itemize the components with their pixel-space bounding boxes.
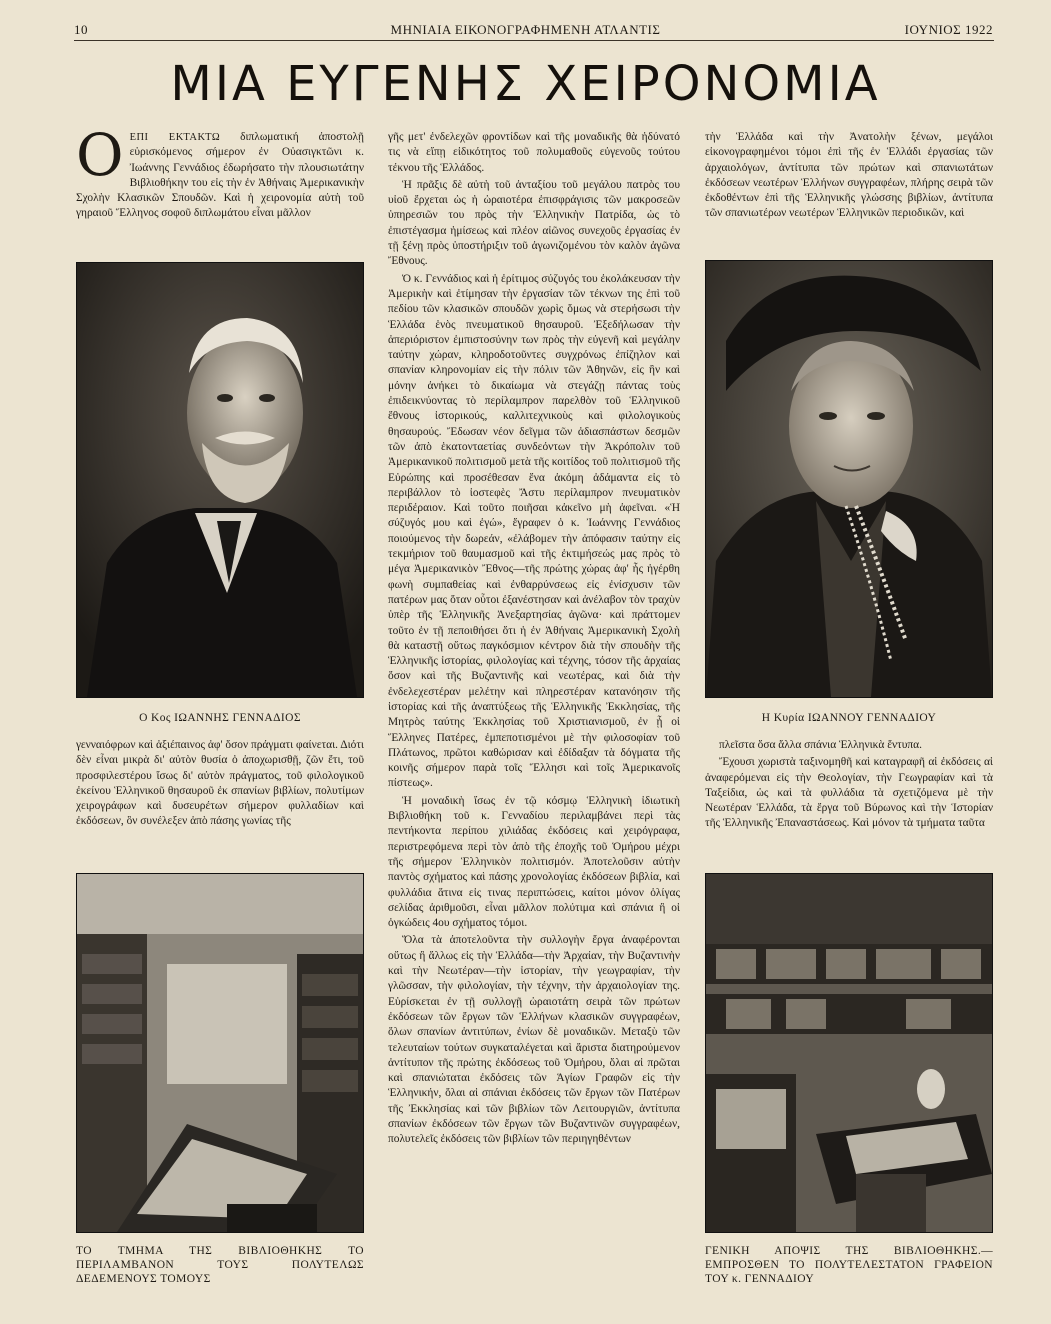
column-3-bottom-paragraph-1: πλεῖστα ὅσα ἄλλα σπάνια Ἑλληνικὰ ἔντυπα. bbox=[719, 739, 922, 751]
column-1-bottom bbox=[76, 738, 364, 858]
page-number: 10 bbox=[74, 22, 88, 37]
header-rule bbox=[74, 40, 994, 41]
portrait-mrs-gennadios bbox=[705, 260, 993, 698]
portrait-ioannis-gennadios bbox=[76, 262, 364, 698]
library-interior-image bbox=[77, 874, 363, 1232]
magazine-name: ΜΗΝΙΑΙΑ ΕΙΚΟΝΟΓΡΑΦΗΜΕΝΗ ΑΤΛΑΝΤΙΣ bbox=[390, 22, 661, 37]
column-3-top-text: τὴν Ἑλλάδα καὶ τὴν Ἀνατολὴν ξένων, μεγάλοι εἰκονογραφημένοι τόμοι ἐπὶ τῆς ἐν Ἑλλάδι ἐργασίας τῶν ἀρχαιολόγων, ἀντίτυπα τῶν πρώτων καὶ σπανιωτάτων ἐκδόσεων νεωτέρων Ἑλλήνων συγγραφέων, πλήρης σειρὰ τῶν ἐκδοθέντων ἐπὶ τῆς Ἑλληνικῆς γλώσσης βιβλίων, ἀντίτυπα τῶν σπανιωτέρων νεωτέρων Ἑλληνικῶν περιοδικῶν, καὶ bbox=[705, 131, 993, 220]
caption-portrait-left: Ο Κος ΙΩΑΝΝΗΣ ΓΕΝΝΑΔΙΟΣ bbox=[139, 712, 301, 724]
drop-cap: Ο bbox=[76, 130, 124, 189]
photo-library-general-view bbox=[705, 873, 993, 1233]
column-2-paragraph-5: Ὅλα τὰ ἀποτελοῦντα τὴν συλλογὴν ἔργα ἀναφέρονται οὕτως ἢ ἄλλως εἰς τὴν Ἑλλάδα—τὴν Ἀρχαίαν, τὴν Βυζαντινὴν καὶ τὴν Νεωτέραν—τὴν ἱστορίαν, τὴν γεωγραφίαν, τὴν γλῶσσαν, τὴν φιλολογίαν, τὴν τέχνην, τὴν ἀρχαιολογίαν της. Εὑρίσκεται ἐν τῇ συλλογῇ ὡραιοτάτη σειρὰ τῶν πρώτων ἐκδόσεων τῶν ἔργων τῶν Ἑλλήνων κλασικῶν συγγραφέων, ὅλων σπανίων ἀντιτύπων, ἐνίων δὲ μοναδικῶν. Μεταξὺ τῶν τελευταίων τούτων συγκαταλέγεται καὶ ἄριστα διατηρούμενον ἀντίτυπον τῆς πρώτης ἐκδόσεως τοῦ Ὁμήρου, ὅλαι αἱ πρῶται καὶ σπανιώταται ἐκδόσεις τῶν Ἁγίων Γραφῶν εἰς τὴν Ἑλληνικήν, ὅλαι αἱ σπάνιαι ἐκδόσεις τῶν ἔργων τῶν Πατέρων τῆς Ἐκκλησίας καὶ τῶν βιβλίων τῶν Λειτουργιῶν, ἀντίτυπα σπανίων ἐκδόσεων τῶν ἔργων τῶν Βυζαντινῶν συγγραφέων, πολυτελεῖς ἐκδόσεις τῶν βιβλίων τῶν περιηγηθέντων bbox=[388, 934, 680, 1146]
column-2-paragraph-4: Ἡ μοναδικὴ ἴσως ἐν τῷ κόσμῳ Ἑλληνικὴ ἰδιωτικὴ Βιβλιοθήκη τοῦ κ. Γενναδίου περιλαμβάνει περὶ τὰς πεντήκοντα περίπου χιλιάδας ἐκδόσεις καὶ χειρόγραφα, περιστρεφόμενα περὶ τὸν ἀπὸ τῆς ἐποχῆς τοῦ Ὁμήρου μέχρι τῆς σήμερον Ἑλληνικὸν πολιτισμόν. Ἀποτελοῦσιν αὐτὴν παντὸς σχήματος καὶ πάσης χρονολογίας ἐκδόσεων βιβλία, καὶ φυλλάδια ἅτινα εἰς τινας περιπτώσεις, καίτοι μόνον ὀλίγας σελίδας ἀριθμοῦσι, εἶναι μᾶλλον πολύτιμα καὶ σπάνια ἢ οἱ ὀγκώδεις 4ου σχήματος τόμοι. bbox=[388, 794, 680, 930]
column-1-top-text: διπλωματική ἀποστολῇ εὑρισκόμενος σήμερον ἐν Οὐασιγκτῶνι κ. Ἰωάννης Γεννάδιος ἐδωρήσατο τὴν πλουσιωτάτην Βιβλιοθήκην του εἰς τὴν ἐν Ἀθήναις Ἀμερικανικὴν Σχολὴν Κλασικῶν Σπουδῶν. Καὶ ἡ χειρονομία αὐτὴ τοῦ γηραιοῦ Ἕλληνος σοφοῦ διπλωμάτου εἶναι μᾶλλον bbox=[76, 131, 364, 220]
column-2-paragraph-1: γῆς μετ' ἐνδελεχῶν φροντίδων καὶ τῆς μοναδικῆς θὰ ἠδύνατό τις νὰ εἴπῃ εἰδικότητος τοῦ πολυμαθοῦς εὐγενοῦς τούτου τέκνου τῆς Ἑλλάδος. bbox=[388, 131, 680, 174]
caption-portrait-right: Η Κυρία ΙΩΑΝΝΟΥ ΓΕΝΝΑΔΙΟΥ bbox=[761, 712, 937, 724]
caption-library-left: ΤΟ ΤΜΗΜΑ ΤΗΣ ΒΙΒΛΙΟΘΗΚΗΣ ΤΟ ΠΕΡΙΛΑΜΒΑΝΟΝ ΤΟΥΣ ΠΟΛΥΤΕΛΩΣ ΔΕΔΕΜΕΝΟΥΣ ΤΟΜΟΥΣ bbox=[76, 1245, 364, 1285]
column-3-top bbox=[705, 130, 993, 250]
column-2-paragraph-3: Ὁ κ. Γεννάδιος καὶ ἡ ἐρίτιμος σύζυγός του ἐκολάκευσαν τὴν Ἀμερικὴν καὶ ἐτίμησαν τὴν ἐργασίαν τῶν τέκνων της ἐπὶ τοῦ πεδίου τῶν κλασικῶν σπουδῶν χωρὶς ὅμως νὰ στερήσωσι τὴν Ἑλλάδα ἑνὸς πνευματικοῦ θησαυροῦ. Ἐξεδήλωσαν τὴν ἀπεριόριστον ἐμπιστοσύνην των πρὸς τὴν εὐγενῆ καὶ μεγάλην ταύτην χώραν, κληροδοτοῦντες συγχρόνως ἐπίζηλον καὶ σπανίαν κληρονομίαν εἰς τὴν πόλιν τῶν Ἀθηνῶν, εἰς ἣν καὶ μόνην ἀνήκει τὸ δικαίωμα νὰ στεγάζῃ πάντας τοὺς ἐπιδεικνύοντας τὸ περίλαμπρον παρελθὸν τοῦ Ἑλληνικοῦ ἔθνους ἱστορικούς, καλλιτεχνικοὺς καὶ φιλολογικοὺς θησαυρούς. Ἔδωσαν νέον δεῖγμα τῶν ἀδιασπάστων δεσμῶν τῶν ἀπὸ ἑκατονταετίας συνδεόντων τὴν Ἀκρόπολιν τοῦ Ἀμερικανικοῦ πολιτισμοῦ μετὰ τῆς κοιτίδος τοῦ πολιτισμοῦ τῆς Εὐρώπης καὶ προσέθεσαν ἕνα ἀκόμη ἀδάμαντα εἰς τὸ περιβάλλον τὸ ἰοστεφὲς Ἄστυ περίλαμπρον πνευματικὸν περιδέραιον. Καὶ τοῦτο ποιῆσαι κἀκεῖνο μὴ ἀφεῖναι. «Ἡ σύζυγός μου καὶ ἐγώ», ἔγραφεν ὁ κ. Ἰωάννης Γεννάδιος ποιούμενος τὴν δωρεάν, «ἐλάβομεν τὴν ἀπόφασιν ταύτην εἰς τεκμήριον τοῦ θαυμασμοῦ καὶ τῆς ἐκτιμήσεώς μας πρὸς τὸ μέγα Ἀμερικανικὸν Ἔθνος—τῆς πρώτης χώρας ἀφ' ἧς ἠγέρθη φωνὴ συμπαθείας καὶ ἐνθαρρύνσεως εἰς ἐνίσχυσιν τῶν πατέρων μας ὅταν οὗτοι ἐξανέστησαν καὶ ἀνέλαβον τὸν τραχὺν ὑπὲρ τῆς Ἑλληνικῆς Ἀνεξαρτησίας ἀγῶνα· καὶ πράττομεν τοῦτο ἐν τῇ πεποιθήσει ὅτι ἡ ἐν Ἀθήναις Ἀμερικανικὴ Σχολὴ θὰ καταστῇ οὕτως παγκόσμιον κέντρον διὰ τὴν σπουδὴν τῆς Ἑλληνικῆς ἱστορίας, φιλολογίας καὶ τέχνης, τόσον τῆς ἀρχαίας ὅσον καὶ τῆς Βυζαντινῆς καὶ νεωτέρας, καὶ διὰ τὴν ἐνδελεχεστέραν μελέτην καὶ πληρεστέραν κατανόησιν τῆς ἱστορίας καὶ τῆς ἀναπτύξεως τῆς Ἑλληνικῆς Ἐκκλησίας, τῆς Μητρὸς ταύτης Ἐκκλησίας τοῦ Χριστιανισμοῦ, ἐν ᾗ οἱ Ἕλληνες Πατέρες, ἐμπεποτισμένοι μὲ τὴν φιλοσοφίαν τοῦ Πλάτωνος, πρῶτοι καθώρισαν καὶ ἐδίδαξαν τὰ δόγματα τῆς κοινῆς σήμερον παρὰ τοῖς Ἕλλησι καὶ τοῖς Ἀμερικανοῖς πίστεως». bbox=[388, 272, 680, 790]
caption-library-right: ΓΕΝΙΚΗ ΑΠΟΨΙΣ ΤΗΣ ΒΙΒΛΙΟΘΗΚΗΣ.—ΕΜΠΡΟΣΘΕΝ ΤΟ ΠΟΛΥΤΕΛΕΣΤΑΤΟΝ ΓΡΑΦΕΙΟΝ ΤΟΥ κ. ΓΕΝΝΑΔΙΟΥ bbox=[705, 1245, 993, 1285]
column-1-top bbox=[76, 130, 364, 250]
portrait-woman-image bbox=[706, 261, 992, 697]
issue-date: ΙΟΥΝΙΟΣ 1922 bbox=[904, 22, 993, 37]
column-2 bbox=[388, 130, 680, 1315]
column-3-bottom bbox=[705, 738, 993, 858]
portrait-man-image bbox=[77, 263, 363, 697]
column-3-bottom-paragraph-2: Ἔχουσι χωριστὰ ταξινομηθῆ καὶ καταγραφῆ αἱ ἐκδόσεις αἱ ἀναφερόμεναι εἰς τὴν Θεολογίαν, τὴν Γεωγραφίαν καὶ τὰ Ταξείδια, ὡς καὶ τὰ φυλλάδια τὰ σχετιζόμενα μὲ τὴν Νεωτέραν Ἑλλάδα, τὰ ἔργα τοῦ Βύρωνος καὶ τὴν Ἱστορίαν τῆς Ἑλληνικῆς Ἐπαναστάσεως. Καὶ μόνον τὰ τμήματα ταῦτα bbox=[705, 756, 993, 830]
lead-words: ΕΠΙ ΕΚΤΑΚΤΩ bbox=[129, 132, 221, 143]
library-study-image bbox=[706, 874, 992, 1232]
column-2-paragraph-2: Ἡ πρᾶξις δὲ αὐτὴ τοῦ ἀνταξίου τοῦ μεγάλου πατρὸς του υἱοῦ ἔρχεται ὡς ἡ ὡραιοτέρα ἐπισφράγισις τῶν μακροσεῶν ὑπηρεσιῶν του πρὸς τὴν Ἑλληνικὴν Πατρίδα, ὡς τὸ ἐπιστέγασμα ἡμίσεως καὶ πλέον αἰῶνος συνεχοῦς ἐργασίας ἐν τῇ ξένῃ πρὸς ὑποστήριξιν τοῦ ἀγωνιζομένου τὸν καλὸν ἀγῶνα Ἔθνους. bbox=[388, 178, 680, 268]
column-1-bottom-text: γενναιόφρων καὶ ἀξιέπαινος ἀφ' ὅσον πράγματι φαίνεται. Διότι δὲν εἶναι μικρὰ δι' αὐτὸν θυσία ὁ ἀποχωρισθῇ, ζῶν ἔτι, τοῦ προσφιλεστέρου ἴσως δι' αὐτὸν πράγματος, τοῦ φιλολογικοῦ ἐκείνου Ἑλληνικοῦ θησαυροῦ ἐκ σπανίων βιβλίων, πολυτίμων χειρογράφων καὶ δυσευρέτων σήμερον φυλλαδίων καὶ ἐκδόσεων, ὃν συνέλεξεν ἀπὸ πάσης γωνίας τῆς bbox=[76, 739, 364, 828]
article-title: ΜΙΑ ΕΥΓΕΝΗΣ ΧΕΙΡΟΝΟΜΙΑ bbox=[170, 56, 881, 112]
photo-library-bound-volumes bbox=[76, 873, 364, 1233]
